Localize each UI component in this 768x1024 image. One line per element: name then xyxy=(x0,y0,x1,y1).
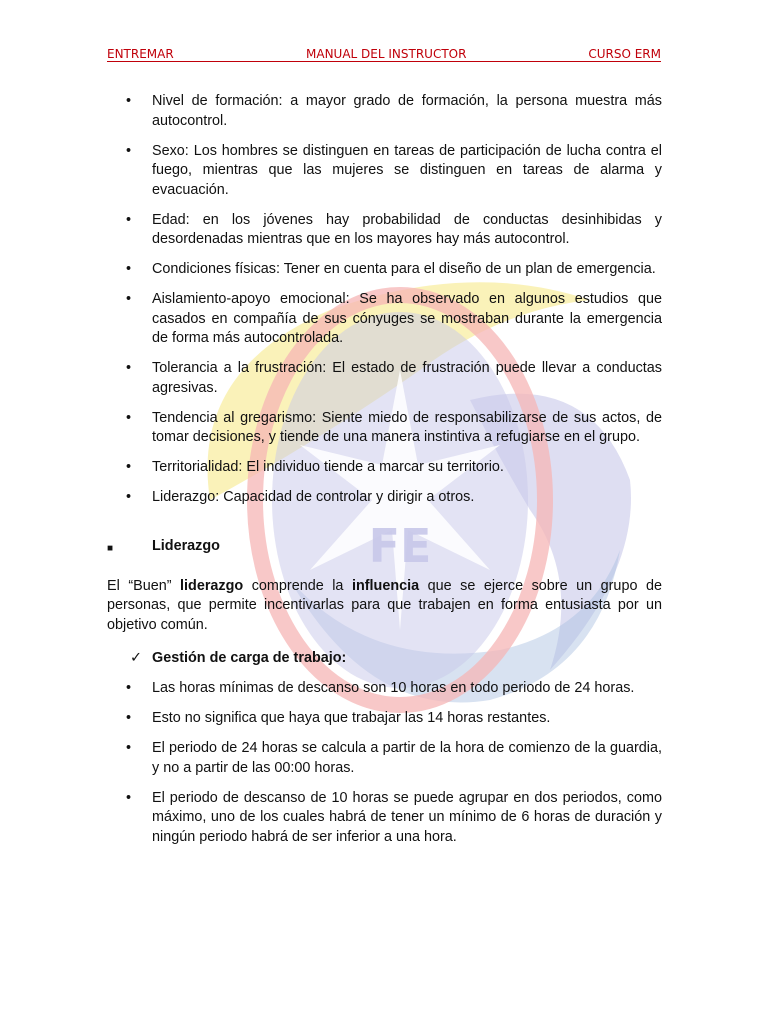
watermark-text: FE xyxy=(368,519,432,573)
bullet-icon: • xyxy=(126,360,132,376)
bullet-icon: • xyxy=(126,789,132,806)
bullet-icon: • xyxy=(126,93,132,109)
factors-list xyxy=(107,92,662,508)
checkmark-heading xyxy=(107,649,662,669)
list-item: • Sexo: Los hombres se distinguen en tareas de participación de lucha contra el fuego, mientras que las mujeres se distinguen en tareas de alarma y evacuación. xyxy=(126,142,662,198)
list-item: • El periodo de descanso de 10 horas se puede agrupar en dos periodos, como máximo, uno de los cuales habrá de tener un mínimo de 6 horas de duración y ningún periodo habrá de ser inferior a una hora. xyxy=(126,789,662,845)
header-right: CURSO ERM xyxy=(588,47,661,61)
list-item: • El periodo de 24 horas se calcula a partir de la hora de comienzo de la guardia, y no a partir de las 00:00 horas. xyxy=(126,740,662,776)
list-item: • Esto no significa que haya que trabajar las 14 horas restantes. xyxy=(107,709,662,729)
bullet-icon: • xyxy=(126,740,132,757)
list-item: • Liderazgo: Capacidad de controlar y dirigir a otros. xyxy=(107,488,662,508)
bullet-icon: • xyxy=(126,680,132,697)
workload-list xyxy=(107,679,662,847)
list-item: • Las horas mínimas de descanso son 10 horas en todo periodo de 24 horas. xyxy=(107,679,662,699)
list-item: • Territorialidad: El individuo tiende a marcar su territorio. xyxy=(107,458,662,478)
list-item: • Tolerancia a la frustración: El estado de frustración puede llevar a conductas agresivas. xyxy=(126,360,662,396)
bullet-icon: • xyxy=(126,710,132,727)
checkmark-heading-text: Gestión de carga de trabajo: xyxy=(152,650,347,667)
document-body xyxy=(107,92,662,858)
checkmark-icon: ✓ xyxy=(130,650,143,667)
list-item: • Condiciones físicas: Tener en cuenta para el diseño de un plan de emergencia. xyxy=(107,260,662,280)
bullet-icon: • xyxy=(126,489,132,505)
bullet-icon: • xyxy=(126,291,132,307)
list-item: • Edad: en los jóvenes hay probabilidad de conductas desinhibidas y desordenadas mientras que en los mayores hay más autocontrol. xyxy=(126,211,662,247)
list-item: • Tendencia al gregarismo: Siente miedo de responsabilizarse de sus actos, de tomar decisiones, y tiende de una manera instintiva a refugiarse en el grupo. xyxy=(126,409,662,445)
page-header xyxy=(107,45,661,62)
list-item: • Nivel de formación: a mayor grado de formación, la persona muestra más autocontrol. xyxy=(126,93,662,129)
bullet-icon: • xyxy=(126,142,132,159)
bullet-icon: • xyxy=(126,211,132,228)
bullet-icon: • xyxy=(126,459,132,475)
bullet-icon: • xyxy=(126,261,132,277)
header-center: MANUAL DEL INSTRUCTOR xyxy=(306,47,467,61)
bullet-icon: • xyxy=(126,409,132,426)
leadership-paragraph: El “Buen” liderazgo comprende la influencia que se ejerce sobre un grupo de personas, que permite incentivarlas para que trabajen en forma entusiasta por un objetivo común. xyxy=(107,577,662,633)
section-title: Liderazgo xyxy=(152,537,220,554)
section-heading xyxy=(107,539,662,559)
header-left: ENTREMAR xyxy=(107,47,174,61)
list-item: • Aislamiento-apoyo emocional: Se ha observado en algunos estudios que casados en compañía de sus cónyuges se mostraban durante la emergencia de forma más autocontrolada. xyxy=(126,291,662,346)
square-bullet-icon: ■ xyxy=(107,542,114,554)
